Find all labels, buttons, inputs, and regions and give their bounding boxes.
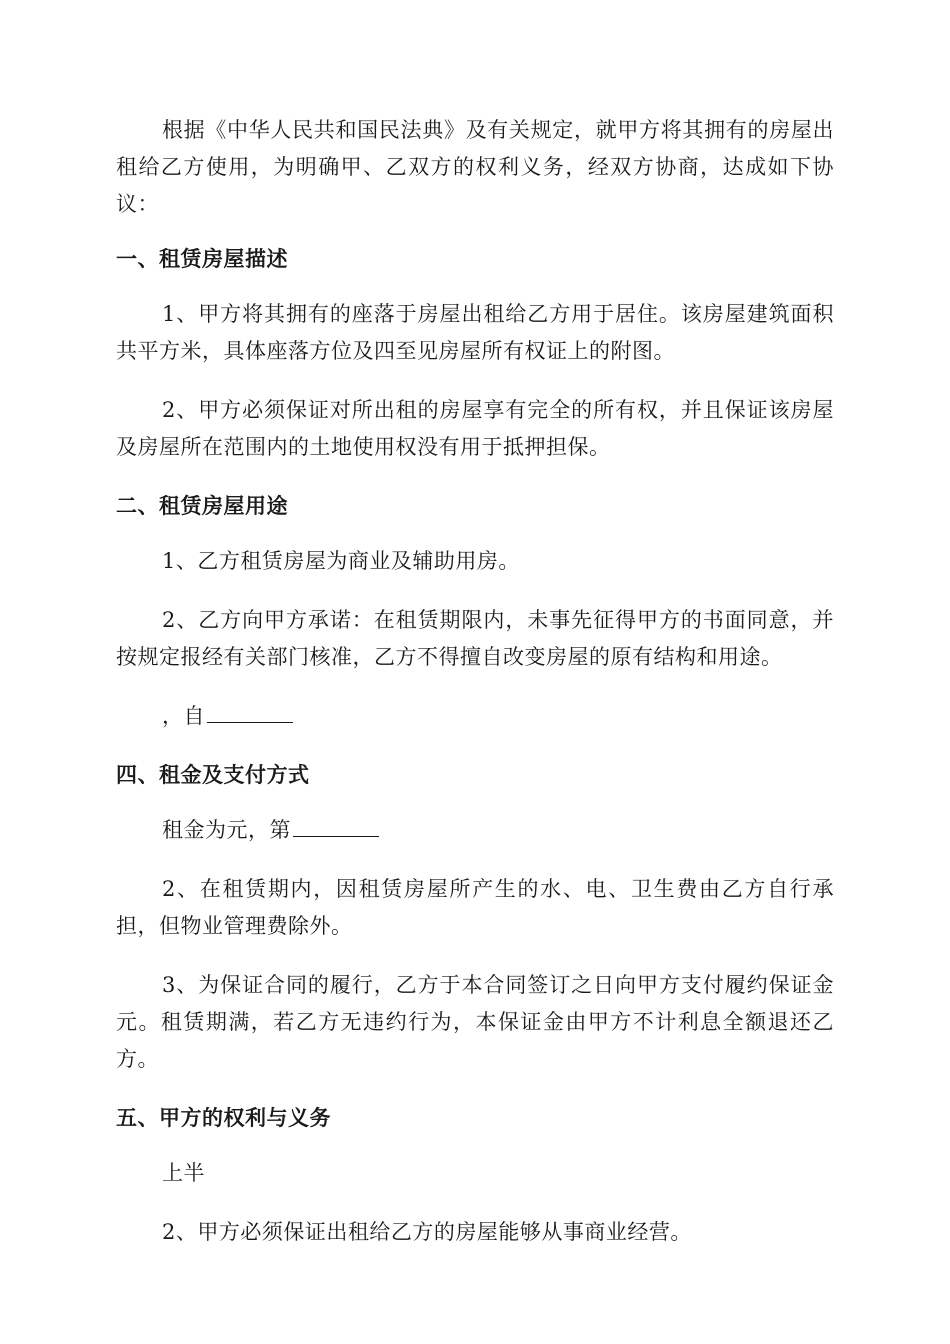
intro-paragraph: 根据《中华人民共和国民法典》及有关规定，就甲方将其拥有的房屋出租给乙方使用，为明确甲、乙双方的权利义务，经双方协商，达成如下协议： [116, 118, 834, 216]
section-2-paragraph-2: 2、乙方向甲方承诺：在租赁期限内，未事先征得甲方的书面同意，并按规定报经有关部门核准，乙方不得擅自改变房屋的原有结构和用途。 [116, 608, 834, 669]
section-5-paragraph-2: 2、甲方必须保证出租给乙方的房屋能够从事商业经营。 [162, 1220, 692, 1244]
fill-in-blank [293, 814, 379, 837]
section-2-paragraph-3-text: ，自 [162, 704, 205, 728]
section-5-heading: 五、甲方的权利与义务 [116, 1106, 331, 1130]
contract-document [116, 112, 834, 1251]
section-1-heading: 一、租赁房屋描述 [116, 247, 288, 271]
fill-in-blank [207, 700, 293, 723]
section-1-paragraph-2: 2、甲方必须保证对所出租的房屋享有完全的所有权，并且保证该房屋及房屋所在范围内的土地使用权没有用于抵押担保。 [116, 398, 834, 459]
section-2-paragraph-3 [116, 698, 834, 735]
section-4-paragraph-1-text: 租金为元，第 [162, 818, 291, 842]
section-4-paragraph-2: 2、在租赁期内，因租赁房屋所产生的水、电、卫生费由乙方自行承担，但物业管理费除外。 [116, 877, 834, 938]
section-4-paragraph-3: 3、为保证合同的履行，乙方于本合同签订之日向甲方支付履约保证金元。租赁期满，若乙方无违约行为，本保证金由甲方不计利息全额退还乙方。 [116, 973, 834, 1071]
section-2-paragraph-1: 1、乙方租赁房屋为商业及辅助用房。 [162, 549, 520, 573]
section-2-heading: 二、租赁房屋用途 [116, 494, 288, 518]
section-5-paragraph-1: 上半 [162, 1161, 205, 1185]
section-1-paragraph-1: 1、甲方将其拥有的座落于房屋出租给乙方用于居住。该房屋建筑面积共平方米，具体座落方位及四至见房屋所有权证上的附图。 [116, 302, 834, 363]
section-4-paragraph-1 [116, 812, 834, 849]
section-4-heading: 四、租金及支付方式 [116, 763, 310, 787]
